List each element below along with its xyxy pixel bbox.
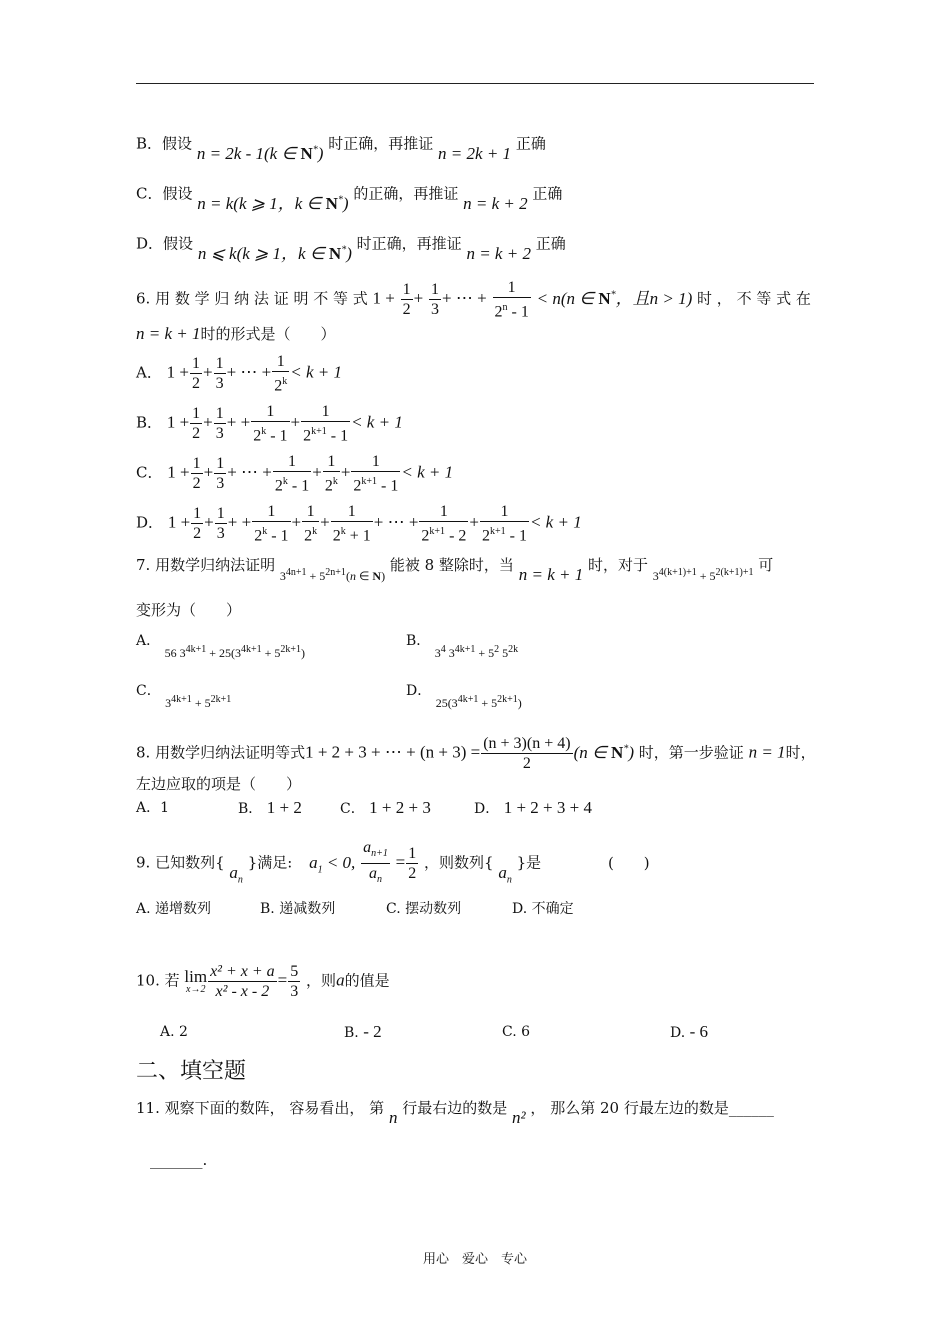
q10-option-a: A. 2 (160, 1024, 188, 1040)
q10-option-b (344, 1022, 382, 1043)
text: 时，第一步验证 (638, 743, 744, 762)
text: 时的形式是（ ） (200, 325, 336, 343)
text: 能被 8 整除时，当 (389, 556, 514, 574)
option-label: B．假设 (136, 134, 193, 153)
q11-stem (136, 1098, 774, 1127)
option-label: C． (136, 463, 163, 482)
math-expr: n = k + 1 (136, 324, 201, 343)
math-var: n (388, 1108, 398, 1127)
q5-option-c (136, 180, 563, 213)
option-label: D． (406, 683, 432, 699)
q6-option-b: B． 1 + $\frac{1}{2}$ + $\frac{1}{3}$ + + $\frac{1}{2^k - 1}$ + $\frac{1}{2^{k+1} - 1}$ < k + 1 (136, 403, 403, 445)
equals-sign: = (277, 970, 288, 990)
section-heading: 二、填空题 (136, 1059, 247, 1084)
math-expr: - 6 (689, 1022, 709, 1041)
fraction-denominator: 3 (290, 983, 299, 1000)
q8-stem: 8. 用数学归纳法证明等式1 + 2 + 3 + ⋯ + (n + 3) = $\frac{(n + 3)(n + 4)}{2}$ (n ∈ N*) 时，第一步验证 n = 1时， (136, 735, 816, 772)
q8-option-c (340, 798, 431, 819)
text: 时 ， 不 等 式 在 (697, 289, 811, 308)
q9-option-b: B. 递减数列 (260, 901, 336, 917)
option-label: B． (238, 801, 263, 817)
q7-stem (136, 553, 774, 584)
answer-paren: ( ) (607, 853, 650, 872)
q10-option-d (670, 1022, 708, 1043)
text: 的正确，再推证 (353, 184, 459, 203)
text: 可 (758, 556, 774, 574)
question-text: 11. 观察下面的数阵， 容易看出， 第 (136, 1099, 385, 1117)
text: 时正确，再推证 (328, 134, 434, 153)
header-rule (136, 83, 814, 84)
fraction-denominator: x² - x - 2 (215, 983, 270, 1000)
question-text: 6. 用 数 学 归 纳 法 证 明 不 等 式 (136, 289, 368, 308)
option-label: C． (136, 683, 161, 699)
math-expr: 34n+1 + 52n+1(n ∈ N) (279, 567, 386, 583)
text: }满足: (247, 853, 293, 872)
math-expr: 1 + 2 + 3 + ⋯ + (n + 3) = (305, 742, 481, 762)
q6-line2 (136, 324, 336, 344)
math-expr: $3^{4k+1} + 5^{2k+1}$ (165, 694, 232, 710)
q8-option-d (474, 798, 592, 819)
q7-option-c (136, 678, 232, 710)
question-text: 9. 已知数列{ (136, 853, 225, 872)
math-expr: - 2 (363, 1022, 382, 1041)
math-expr: n = k + 2 (463, 193, 528, 213)
math-expr: n = 2k - 1(k ∈ N*) (196, 143, 324, 163)
option-label: A． (136, 633, 161, 649)
text: 正确 (535, 234, 566, 253)
q10-stem (136, 962, 390, 1001)
q10-option-c: C. 6 (502, 1024, 531, 1040)
math-expr: n ⩽ k(k ⩾ 1，k ∈ N*) (197, 243, 352, 263)
fraction-numerator: (n + 3)(n + 4) (483, 735, 571, 752)
text: 行最右边的数是 (402, 1099, 508, 1117)
math-expr: 1 + 2 + 3 (369, 798, 431, 817)
fraction-numerator: x² + x + a (210, 963, 275, 980)
math-expr: $25(3^{4k+1} + 5^{2k+1})$ (435, 694, 522, 710)
question-text: 10. 若 (136, 971, 180, 990)
math-expr: n = k + 1 (518, 565, 584, 584)
text: 正确 (532, 184, 563, 203)
option-label: D． (136, 513, 164, 532)
math-expr: 34(k+1)+1 + 52(k+1)+1 (652, 567, 754, 583)
q6-stem: 6. 用 数 学 归 纳 法 证 明 不 等 式 1 + $\frac{1}{2}$ + $\frac{1}{3}$ + ⋯ + $\frac{1}{2^n - 1}$ < n(n ∈ N*，且n > 1) 时 ， 不 等 式 在 (136, 279, 811, 321)
text: 时正确，再推证 (356, 234, 462, 253)
text: ，则 (306, 971, 337, 990)
page-footer: 用心 爱心 专心 (422, 1252, 527, 1267)
q7-option-d (406, 678, 522, 710)
text: ，则数列{ (424, 853, 494, 872)
option-label: B． (406, 633, 431, 649)
option-label: D．假设 (136, 234, 194, 253)
q8-option-b (238, 798, 302, 819)
q11-line2: _______. (150, 1151, 208, 1169)
option-label: B． (136, 413, 163, 432)
option-label: D. (670, 1025, 686, 1041)
lim-operator: lim (184, 966, 208, 986)
q9-stem: 9. 已知数列{ $a_n$ }满足: $a_1 < 0$, $\frac{a_{n+1}}{a_n}$ = $\frac{1}{2}$ ，则数列{ $a_n$ }是 ( ) (136, 839, 650, 886)
math-expr: 56 $3^{4k+1} + 25(3^{4k+1} + 5^{2k+1})$ (164, 644, 306, 660)
q8-option-a: A．1 (136, 800, 170, 816)
math-var: a (336, 970, 345, 990)
q8-line2: 左边应取的项是（ ） (136, 775, 302, 793)
q5-option-d (136, 230, 566, 263)
option-label: D． (474, 801, 500, 817)
math-expr: 1 + 2 (266, 798, 302, 817)
math-expr: n = 2k + 1 (438, 143, 512, 163)
math-expr: n = 1 (748, 742, 786, 762)
math-expr: $3^4$ $3^{4k+1} + 5^2$ $5^{2k}$ (434, 644, 519, 660)
q6-option-a: A． 1 + $\frac{1}{2}$ + $\frac{1}{3}$ + ⋯ + $\frac{1}{2^k}$ < k + 1 (136, 353, 342, 395)
text: 时，对于 (588, 556, 649, 574)
q6-option-d: D． 1 + $\frac{1}{2}$ + $\frac{1}{3}$ + + $\frac{1}{2^k - 1}$ + $\frac{1}{2^k}$ + $\frac{1}{2^k + 1}$ + ⋯ + $\frac{1}{2^{k+1} - 2}$ + $\frac{1}{2^{k+1} - 1}$ < k + 1 (136, 503, 582, 545)
option-label: A． (136, 363, 162, 382)
q6-option-c: C． 1 + $\frac{1}{2}$ + $\frac{1}{3}$ + ⋯ + $\frac{1}{2^k - 1}$ + $\frac{1}{2^k}$ + $\frac{1}{2^{k+1} - 1}$ < k + 1 (136, 453, 454, 495)
math-expr: n = k(k ⩾ 1，k ∈ N*) (197, 193, 349, 213)
option-label: B. (344, 1025, 359, 1041)
option-label: C．假设 (136, 184, 193, 203)
text: 正确 (515, 134, 546, 153)
q5-option-b (136, 130, 546, 163)
text: ， 那么第 20 行最左边的数是______ (530, 1099, 774, 1117)
text: 的值是 (344, 971, 390, 990)
math-expr: n² (512, 1108, 526, 1127)
q7-option-b (406, 628, 519, 660)
q9-option-a: A. 递增数列 (136, 901, 212, 917)
fraction-numerator: 5 (290, 963, 299, 980)
math-expr: 1 + 2 + 3 + 4 (503, 798, 592, 817)
text: }是 (516, 853, 542, 872)
q7-option-a (136, 628, 306, 660)
lim-subscript: x→2 (186, 983, 206, 995)
question-text: 8. 用数学归纳法证明等式 (136, 743, 306, 762)
fraction-denominator: 2 (522, 755, 531, 772)
math-expr: n = k + 2 (466, 243, 531, 263)
text: 时， (785, 743, 816, 762)
q9-option-d: D. 不确定 (512, 901, 574, 917)
q9-option-c: C. 摆动数列 (386, 901, 462, 917)
question-text: 7. 用数学归纳法证明 (136, 556, 276, 574)
option-label: C． (340, 801, 365, 817)
q7-line2: 变形为（ ） (136, 601, 242, 619)
